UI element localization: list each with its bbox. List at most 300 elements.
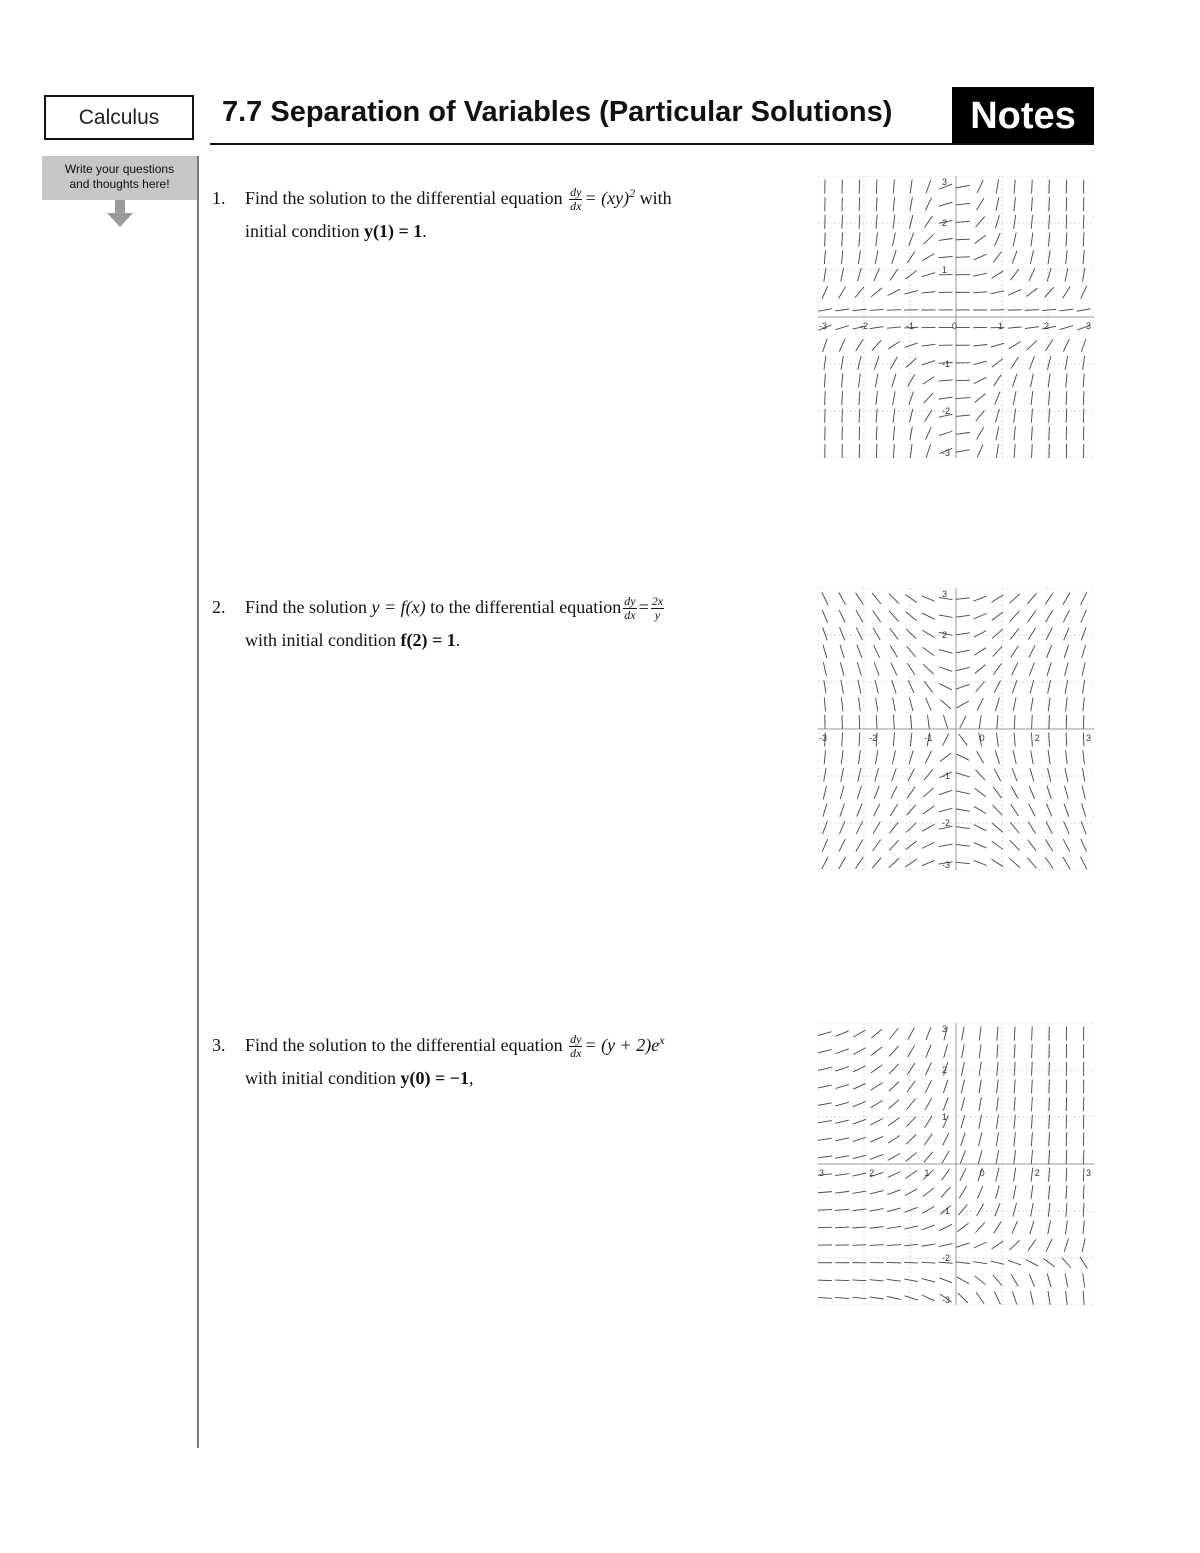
slope-segment xyxy=(1082,803,1086,816)
slope-segment xyxy=(957,1223,968,1231)
slope-segment xyxy=(925,751,931,764)
slope-segment xyxy=(824,697,825,711)
slope-segment xyxy=(875,250,878,264)
slope-segment xyxy=(922,254,934,261)
slope-segment xyxy=(835,326,848,330)
slope-segment xyxy=(1012,768,1017,781)
slope-segment xyxy=(997,733,999,747)
slope-segment xyxy=(939,615,953,618)
slope-segment xyxy=(818,1209,832,1210)
slope-segment xyxy=(835,1280,849,1281)
slope-segment xyxy=(875,374,878,388)
slope-segment xyxy=(907,251,915,263)
slope-segment xyxy=(992,841,1003,849)
x-tick-label: 3 xyxy=(819,1168,825,1178)
slope-segment xyxy=(904,1279,918,1281)
x-tick-label: 0 xyxy=(979,1168,985,1178)
slope-segment xyxy=(922,1279,936,1283)
slope-segment xyxy=(992,595,1004,603)
slope-segment xyxy=(1083,1273,1085,1287)
slope-segment xyxy=(1029,663,1034,676)
slope-segment xyxy=(841,750,843,764)
slope-segment xyxy=(887,1190,900,1195)
slope-segment xyxy=(1029,1274,1034,1287)
slope-segment xyxy=(856,628,862,641)
slope-segment xyxy=(1049,391,1050,405)
slope-segment xyxy=(1066,409,1067,423)
slope-segment xyxy=(1028,822,1036,834)
slope-segment xyxy=(922,1206,934,1213)
slope-segment xyxy=(835,1156,849,1158)
x-tick-label: 3 xyxy=(1086,1168,1092,1178)
slope-field-2 xyxy=(818,588,1094,870)
slope-segment xyxy=(906,841,917,850)
x-tick-label: 0 xyxy=(952,321,958,331)
slope-segment xyxy=(1082,645,1086,658)
slope-segment xyxy=(905,1189,917,1196)
slope-segment xyxy=(859,197,860,211)
slope-segment xyxy=(904,1226,918,1229)
x-tick-label: 2 xyxy=(1044,321,1050,331)
slope-segment xyxy=(1014,1168,1016,1182)
slope-segment xyxy=(889,840,898,850)
slope-segment xyxy=(1032,444,1033,458)
slope-segment xyxy=(887,1279,901,1281)
x-tick-label: 3 xyxy=(1086,733,1092,743)
slope-segment xyxy=(974,806,986,813)
slope-segment xyxy=(857,804,862,817)
slope-segment xyxy=(979,1027,981,1041)
slope-segment xyxy=(889,1046,898,1057)
slope-segment xyxy=(1014,180,1015,194)
equation-rhs: = (xy) xyxy=(584,188,630,208)
slope-segment xyxy=(889,1100,900,1109)
slope-segment xyxy=(1083,232,1084,246)
y-tick-label: 3 xyxy=(942,1024,948,1034)
slope-segment xyxy=(1030,1291,1033,1305)
slope-segment xyxy=(959,734,967,745)
slope-segment xyxy=(1013,391,1016,405)
problem-text: Find the solution to the differential equation xyxy=(245,188,563,208)
slope-segment xyxy=(923,788,933,797)
slope-segment xyxy=(1029,804,1035,816)
slope-segment xyxy=(1083,1185,1084,1199)
slope-segment xyxy=(874,804,880,817)
slope-segment xyxy=(871,1065,882,1073)
slope-segment xyxy=(977,1204,984,1216)
slope-segment xyxy=(1026,1259,1038,1265)
slope-segment xyxy=(956,1243,969,1247)
slope-segment xyxy=(842,215,843,229)
x-tick-label: 3 xyxy=(1086,321,1092,331)
slope-segment xyxy=(924,681,932,692)
y-tick-label: -1 xyxy=(942,771,951,781)
slope-segment xyxy=(835,1174,849,1176)
slope-segment xyxy=(939,667,952,672)
slope-segment xyxy=(993,663,1001,674)
slope-segment xyxy=(892,374,896,387)
slope-segment xyxy=(876,197,877,211)
slope-segment xyxy=(1010,611,1020,621)
slope-segment xyxy=(1066,1203,1067,1217)
exponent: 2 xyxy=(629,186,636,200)
slope-segment xyxy=(875,680,879,694)
slope-segment xyxy=(1032,180,1033,194)
slope-segment xyxy=(1009,342,1021,349)
x-tick-label: 2 xyxy=(1034,733,1040,743)
slope-segment xyxy=(907,1099,916,1110)
slope-segment xyxy=(1048,1203,1050,1217)
slope-segment xyxy=(975,665,986,674)
slope-segment xyxy=(922,1225,935,1230)
slope-segment xyxy=(956,791,970,794)
slope-segment xyxy=(992,271,1004,279)
x-tick-label: 1 xyxy=(998,321,1004,331)
slope-segment xyxy=(839,339,845,352)
slope-segment xyxy=(977,751,984,763)
slope-segment xyxy=(943,1080,948,1093)
slope-segment xyxy=(993,252,1001,263)
slope-segment xyxy=(1049,1168,1050,1182)
slope-segment xyxy=(1031,1168,1033,1182)
slope-segment xyxy=(1014,1132,1016,1146)
slope-segment xyxy=(960,716,966,729)
slope-segment xyxy=(1030,250,1033,264)
slope-segment xyxy=(1060,326,1073,330)
derivative-fraction: $\frac{dy}{dx}$ xyxy=(624,594,636,623)
slope-segment xyxy=(1042,309,1056,310)
y-tick-label: 3 xyxy=(942,589,948,599)
slope-segment xyxy=(956,398,970,399)
slope-segment xyxy=(890,357,897,369)
slope-field-1 xyxy=(818,176,1094,458)
slope-segment xyxy=(975,235,986,243)
slope-segment xyxy=(840,803,845,816)
slope-segment xyxy=(909,233,914,246)
slope-segment xyxy=(874,786,879,799)
header-divider xyxy=(210,143,1094,145)
slope-segment xyxy=(890,804,898,816)
slope-segment xyxy=(1080,1257,1087,1269)
slope-segment xyxy=(922,613,935,619)
slope-segment xyxy=(1064,645,1069,658)
page-title: 7.7 Separation of Variables (Particular Solutions) xyxy=(222,96,893,128)
slope-segment xyxy=(1048,1291,1050,1305)
slope-segment xyxy=(870,309,884,310)
slope-segment xyxy=(1008,289,1021,295)
slope-segment xyxy=(1028,840,1036,851)
slope-segment xyxy=(926,698,932,711)
slope-segment xyxy=(1031,733,1032,747)
slope-segment xyxy=(1066,1132,1067,1146)
slope-segment xyxy=(973,361,987,365)
slope-segment xyxy=(905,859,917,867)
slope-segment xyxy=(939,397,953,399)
slope-segment xyxy=(997,1027,998,1041)
slope-segment xyxy=(925,1116,932,1128)
slope-segment xyxy=(823,662,826,676)
slope-segment xyxy=(1029,645,1035,658)
slope-segment xyxy=(1014,197,1015,211)
slope-segment xyxy=(904,1262,918,1263)
slope-segment xyxy=(904,1296,917,1300)
callout-line-2: and thoughts here! xyxy=(69,177,170,191)
slope-segment xyxy=(874,663,879,676)
slope-segment xyxy=(1010,840,1020,850)
slope-segment xyxy=(1025,310,1039,311)
slope-segment xyxy=(974,377,987,383)
slope-segment xyxy=(910,733,912,747)
slope-segment xyxy=(818,1049,832,1052)
slope-segment xyxy=(1065,768,1068,782)
slope-segment xyxy=(893,233,896,247)
slope-segment xyxy=(993,1275,1002,1286)
slope-segment xyxy=(1064,1238,1068,1251)
slope-segment xyxy=(1063,857,1070,869)
slope-segment xyxy=(909,391,914,404)
slope-segment xyxy=(890,822,899,833)
slope-segment xyxy=(822,286,828,299)
slope-segment xyxy=(858,750,860,764)
slope-segment xyxy=(939,202,952,206)
slope-segment xyxy=(939,380,953,381)
x-tick-label: -1 xyxy=(906,321,915,331)
slope-segment xyxy=(997,1062,998,1076)
slope-segment xyxy=(973,345,987,346)
slope-segment xyxy=(1012,374,1016,387)
slope-segment xyxy=(923,664,933,674)
slope-segment xyxy=(1077,309,1091,311)
slope-segment xyxy=(1014,715,1015,729)
slope-segment xyxy=(824,373,825,387)
slope-segment xyxy=(922,630,934,637)
slope-segment xyxy=(871,1047,882,1056)
down-arrow-icon xyxy=(106,200,134,228)
slope-segment xyxy=(839,627,844,640)
slope-segment xyxy=(1008,310,1022,311)
slope-segment xyxy=(876,391,878,405)
slope-segment xyxy=(993,805,1003,815)
slope-segment xyxy=(975,770,985,780)
slope-field-3 xyxy=(818,1023,1094,1305)
slope-segment xyxy=(876,215,877,229)
slope-segment xyxy=(856,610,863,622)
slope-segment xyxy=(1009,594,1019,603)
slope-segment xyxy=(907,646,916,657)
slope-segment xyxy=(870,327,884,329)
slope-segment xyxy=(871,1101,883,1108)
slope-segment xyxy=(891,786,897,799)
x-tick-label: -3 xyxy=(819,321,828,331)
slope-segment xyxy=(818,1085,832,1088)
slope-segment xyxy=(996,197,999,211)
slope-segment xyxy=(922,860,935,865)
slope-segment xyxy=(890,645,897,657)
slope-segment xyxy=(823,786,826,800)
slope-segment xyxy=(1048,697,1050,711)
slope-segment xyxy=(857,786,861,799)
slope-segment xyxy=(1081,839,1087,852)
slope-segment xyxy=(904,291,918,295)
slope-segment xyxy=(824,768,826,782)
slope-segment xyxy=(822,592,828,605)
slope-segment xyxy=(1013,1185,1016,1199)
course-label: Calculus xyxy=(44,95,194,140)
sentence-end: , xyxy=(469,1068,474,1088)
slope-segment xyxy=(893,215,895,229)
slope-segment xyxy=(1083,750,1085,764)
slope-segment xyxy=(818,1227,832,1228)
slope-segment xyxy=(1031,1203,1034,1217)
slope-segment xyxy=(1032,715,1033,729)
slope-segment xyxy=(835,1227,849,1228)
slope-segment xyxy=(961,1080,964,1094)
slope-segment xyxy=(835,1120,849,1123)
slope-segment xyxy=(974,1242,987,1248)
slope-segment xyxy=(893,409,895,423)
slope-segment xyxy=(856,339,863,351)
slope-segment xyxy=(1030,768,1034,781)
slope-segment xyxy=(822,610,827,623)
problem-text: Find the solution xyxy=(245,597,368,617)
slope-segment xyxy=(840,786,844,800)
slope-segment xyxy=(960,1150,965,1163)
slope-segment xyxy=(1014,733,1015,747)
slope-segment xyxy=(979,715,981,729)
slope-segment xyxy=(1081,610,1087,623)
x-tick-label: 2 xyxy=(1034,1168,1040,1178)
problem-number: 1. xyxy=(212,188,226,208)
slope-segment xyxy=(1064,627,1069,640)
slope-segment xyxy=(1081,592,1087,605)
slope-segment xyxy=(873,610,881,621)
slope-segment xyxy=(926,444,931,457)
slope-segment xyxy=(1013,233,1016,247)
slope-segment xyxy=(942,1151,949,1163)
slope-segment xyxy=(1062,1258,1071,1268)
slope-segment xyxy=(835,1191,849,1193)
slope-segment xyxy=(906,823,916,833)
slope-segment xyxy=(888,1154,900,1161)
problem-text-2: to the differential equation xyxy=(430,597,622,617)
slope-segment xyxy=(1049,409,1050,423)
slope-segment xyxy=(922,1295,935,1301)
slope-segment xyxy=(994,1292,1000,1305)
slope-segment xyxy=(870,1280,884,1281)
slope-segment xyxy=(1031,1132,1032,1146)
slope-segment xyxy=(1048,768,1051,782)
slope-segment xyxy=(908,1027,915,1039)
slope-segment xyxy=(1031,750,1034,764)
slope-segment xyxy=(873,822,880,834)
slope-segment xyxy=(922,273,935,277)
slope-segment xyxy=(1081,627,1086,640)
slope-segment xyxy=(1010,628,1019,639)
slope-segment xyxy=(818,1138,832,1140)
slope-segment xyxy=(907,787,915,799)
slope-segment xyxy=(995,1185,999,1198)
slope-segment xyxy=(1063,839,1069,851)
slope-segment xyxy=(892,250,896,263)
slope-segment xyxy=(1083,356,1085,370)
slope-segment xyxy=(1046,804,1051,817)
slope-segment xyxy=(1066,1150,1067,1164)
slope-segment xyxy=(1014,1150,1016,1164)
slope-segment xyxy=(925,410,932,422)
slope-segment xyxy=(1014,426,1015,440)
condition-label: with initial condition xyxy=(245,630,396,650)
slope-segment xyxy=(822,839,828,852)
slope-segment xyxy=(842,409,843,423)
initial-condition: y(1) = 1 xyxy=(364,221,423,241)
slope-segment xyxy=(1031,426,1032,440)
slope-segment xyxy=(906,1117,915,1127)
slope-segment xyxy=(1013,697,1016,711)
slope-segment xyxy=(1083,373,1084,387)
slope-segment xyxy=(835,309,849,311)
slope-segment xyxy=(922,596,935,602)
slope-segment xyxy=(887,1245,901,1246)
slope-segment xyxy=(1065,662,1069,676)
slope-segment xyxy=(818,1103,832,1106)
slope-segment xyxy=(823,339,828,352)
slope-segment xyxy=(1066,391,1067,405)
slope-segment xyxy=(818,1156,832,1158)
slope-segment xyxy=(859,697,861,711)
slope-segment xyxy=(825,391,826,405)
slope-segment xyxy=(872,340,882,350)
slope-segment xyxy=(1066,232,1067,246)
slope-segment xyxy=(906,270,917,279)
slope-segment xyxy=(974,825,987,831)
slope-segment xyxy=(975,788,986,797)
slope-segment xyxy=(1066,697,1068,711)
slope-segment xyxy=(859,215,860,229)
slope-segment xyxy=(939,1244,953,1247)
slope-segment xyxy=(926,1027,931,1040)
slope-segment xyxy=(876,426,877,440)
slope-segment xyxy=(890,269,898,281)
slope-segment xyxy=(1082,768,1084,782)
slope-segment xyxy=(855,287,864,298)
slope-segment xyxy=(956,827,970,829)
slope-segment xyxy=(1066,250,1067,264)
slope-segment xyxy=(839,610,845,623)
slope-segment xyxy=(1080,857,1086,869)
slope-segment xyxy=(872,858,881,869)
notes-badge: Notes xyxy=(952,87,1094,145)
slope-segment xyxy=(907,1081,915,1092)
slope-segment xyxy=(991,1261,1005,1264)
slope-segment xyxy=(1031,391,1033,405)
y-tick-label: 1 xyxy=(942,265,948,275)
slope-segment xyxy=(1083,391,1084,405)
slope-segment xyxy=(874,356,879,369)
slope-segment xyxy=(889,594,899,604)
slope-segment xyxy=(1011,804,1019,816)
slope-segment xyxy=(887,1296,901,1299)
slope-segment xyxy=(996,180,998,194)
slope-segment xyxy=(939,808,953,812)
slope-segment xyxy=(893,697,896,711)
slope-segment xyxy=(876,233,878,247)
slope-segment xyxy=(921,1244,935,1246)
slope-segment xyxy=(1014,1044,1015,1058)
slope-segment xyxy=(907,805,916,815)
x-tick-label: -2 xyxy=(869,733,878,743)
y-tick-label: 3 xyxy=(942,177,948,187)
slope-segment xyxy=(921,292,935,293)
